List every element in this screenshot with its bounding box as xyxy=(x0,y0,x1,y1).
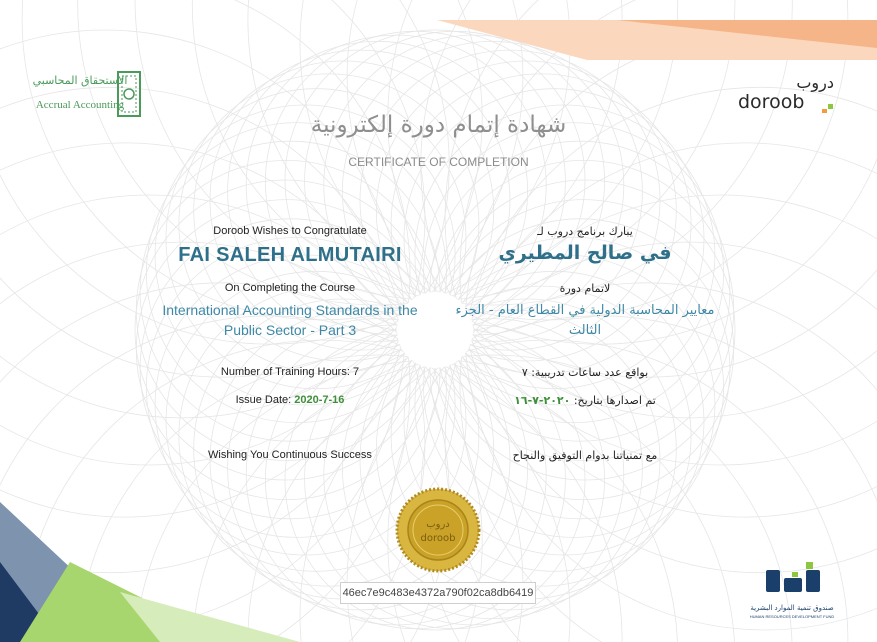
hrdf-name-en: HUMAN RESOURCES DEVELOPMENT FUND xyxy=(749,614,835,619)
hrdf-logo xyxy=(744,556,840,622)
doroob-logo-ar: دروب xyxy=(796,73,834,92)
seal-text-ar: دروب xyxy=(426,519,450,530)
training-hours-en: Number of Training Hours: 7 xyxy=(220,366,360,378)
doroob-logo-en: doroob xyxy=(738,91,805,113)
congratulate-text-en: Doroob Wishes to Congratulate xyxy=(213,225,367,237)
issue-date-value-ar: ٢٠٢٠-٧-١٦ xyxy=(514,394,571,407)
accrual-logo-ar: الاستحقاق المحاسبي xyxy=(32,74,128,87)
course-name-en: International Accounting Standards in the Public Sector - Part 3 xyxy=(162,302,418,338)
completing-text-en: On Completing the Course xyxy=(224,282,356,294)
issue-date-row-en xyxy=(150,394,430,406)
issue-date-label-en: Issue Date: xyxy=(235,394,292,406)
certificate-title-en: CERTIFICATE OF COMPLETION xyxy=(348,155,529,169)
congratulate-text-ar: يبارك برنامج دروب لـ xyxy=(537,225,633,238)
course-name-ar: معايير المحاسبة الدولية في القطاع العام - الجزء الثالث xyxy=(455,303,715,338)
recipient-name-ar: في صالح المطيري xyxy=(498,242,672,264)
completing-text-ar: لاتمام دورة xyxy=(559,282,611,295)
issue-date-value-en: 2020-7-16 xyxy=(294,394,345,406)
issue-date-label-ar: تم اصدارها بتاريخ: xyxy=(573,394,656,407)
gold-seal xyxy=(396,488,480,572)
accrual-logo-en: Accrual Accounting xyxy=(35,99,125,111)
doroob-logo xyxy=(736,74,836,114)
seal-text-en: doroob xyxy=(420,533,456,544)
hrdf-name-ar: صندوق تنمية الموارد البشرية xyxy=(750,604,834,612)
issue-date-row-ar xyxy=(440,394,730,407)
wish-text-ar: مع تمنياتنا بدوام التوفيق والنجاح xyxy=(512,449,658,462)
training-hours-ar: بواقع عدد ساعات تدريبية: ٧ xyxy=(521,366,649,379)
corner-decoration-top-right xyxy=(397,0,877,60)
certificate-title-ar: شهادة إتمام دورة إلكترونية xyxy=(310,112,567,138)
recipient-name-en: FAI SALEH ALMUTAIRI xyxy=(178,244,402,266)
verification-hash: 46ec7e9c483e4372a790f02ca8db6419 xyxy=(340,582,536,604)
corner-decoration-bottom-left xyxy=(0,502,300,642)
wish-text-en: Wishing You Continuous Success xyxy=(208,449,372,461)
